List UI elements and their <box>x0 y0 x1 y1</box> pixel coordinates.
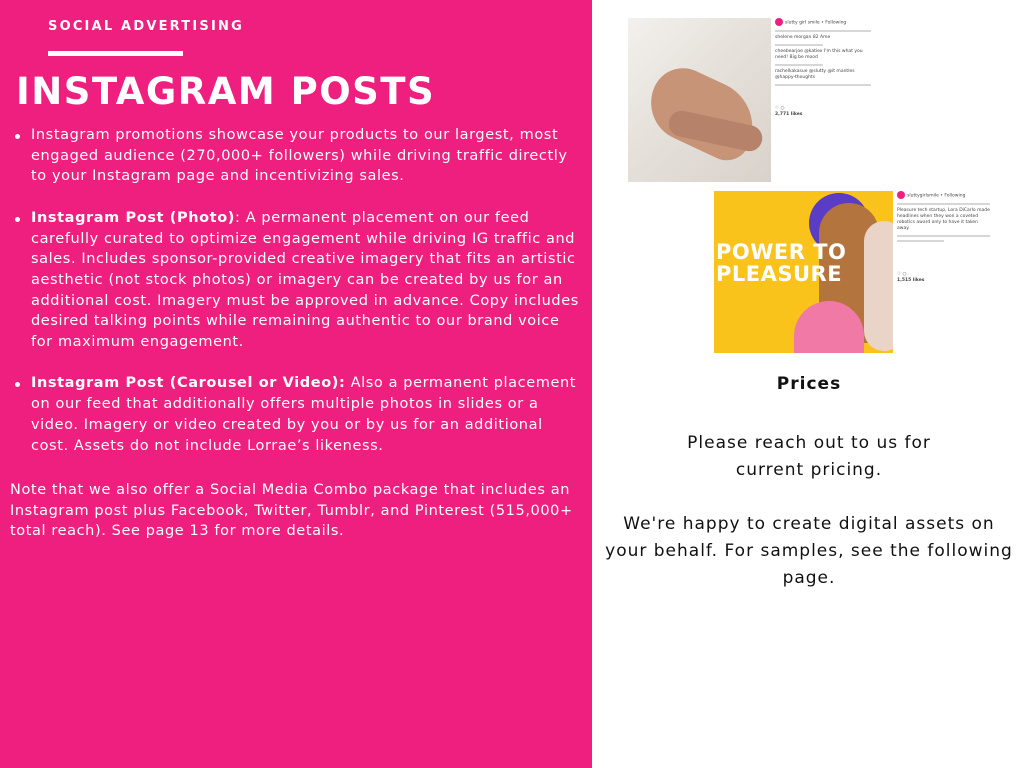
post-account: sluttygirlsmile • Following <box>907 193 966 199</box>
post-likes: 1,515 likes <box>897 277 925 283</box>
divider <box>897 203 990 205</box>
prices-heading: Prices <box>776 374 842 394</box>
prices-text: Please reach out to us for current pricing. <box>687 433 931 480</box>
post-sidebar <box>897 191 990 284</box>
instagram-sample-graphic-post <box>714 191 992 353</box>
post-comment: cheebearjoe @katiex I'm this what you need! Big be mood <box>775 48 863 60</box>
post-caption: Pleasure tech startup, Lora DiCarlo made headlines when they won a coveted robotics award only to have it taken away. <box>897 207 990 231</box>
section-divider <box>48 51 183 56</box>
bullet-text: : A permanent placement on our feed carefully curated to optimize engagement while driving IG traffic and sales. Includes sponsor-provided creative imagery that fits an artistic aesthetic (not stock photos) or imagery can be created by us for an additional cost. Imagery must be approved in advance. Copy includes desired talking points while remaining authentic to our brand voice for maximum engagement. <box>31 209 579 351</box>
divider <box>775 30 871 32</box>
post-poster <box>714 191 893 353</box>
assets-text: We're happy to create digital assets on your behalf. For samples, see the following page. <box>605 514 1013 588</box>
combo-note: Note that we also offer a Social Media Combo package that includes an Instagram post plus Facebook, Twitter, Tumblr, and Pinterest (515,000+ total reach). See page 13 for more details. <box>10 482 573 540</box>
page-title: INSTAGRAM POSTS <box>16 70 436 113</box>
avatar <box>897 191 905 199</box>
bullet-title: Instagram Post (Photo) <box>31 209 235 226</box>
list-item <box>13 373 583 456</box>
post-comment: shelene morgan 82 Ame <box>775 34 831 40</box>
bullet-text: Instagram promotions showcase your products to our largest, most engaged audience (270,000+ followers) while driving traffic directly to your Instagram page and incentivizing sales. <box>31 127 568 185</box>
photo-figure <box>638 58 767 168</box>
list-item <box>13 208 583 353</box>
heart-icon: ♡ ○ <box>775 105 785 111</box>
divider <box>775 84 871 86</box>
post-sidebar <box>775 18 871 118</box>
poster-text: POWER TO PLEASURE <box>716 240 847 286</box>
heart-icon: ♡ ○ <box>897 271 907 277</box>
divider <box>775 44 823 46</box>
bullet-text: Also a permanent placement on our feed that additionally offers multiple photos in slides or a video. Imagery or video created by you or by us for an additional cost. Assets do not include Lorrae’s likeness. <box>31 375 577 454</box>
post-likes: 2,771 likes <box>775 111 803 117</box>
divider <box>897 240 944 242</box>
bullet-title: Instagram Post (Carousel or Video): <box>31 375 346 392</box>
divider <box>897 235 990 237</box>
section-label: SOCIAL ADVERTISING <box>48 19 244 34</box>
avatar <box>775 18 783 26</box>
post-comment: rachelkakasue @slutty @it mantles @happy-thoughts <box>775 68 855 80</box>
list-item <box>13 125 583 187</box>
divider <box>775 64 823 66</box>
post-photo <box>628 18 771 182</box>
instagram-sample-photo-post <box>628 18 873 182</box>
prices-block <box>600 370 1018 592</box>
post-account: slutty girl smile • Following <box>785 20 847 26</box>
feature-list <box>13 125 583 477</box>
